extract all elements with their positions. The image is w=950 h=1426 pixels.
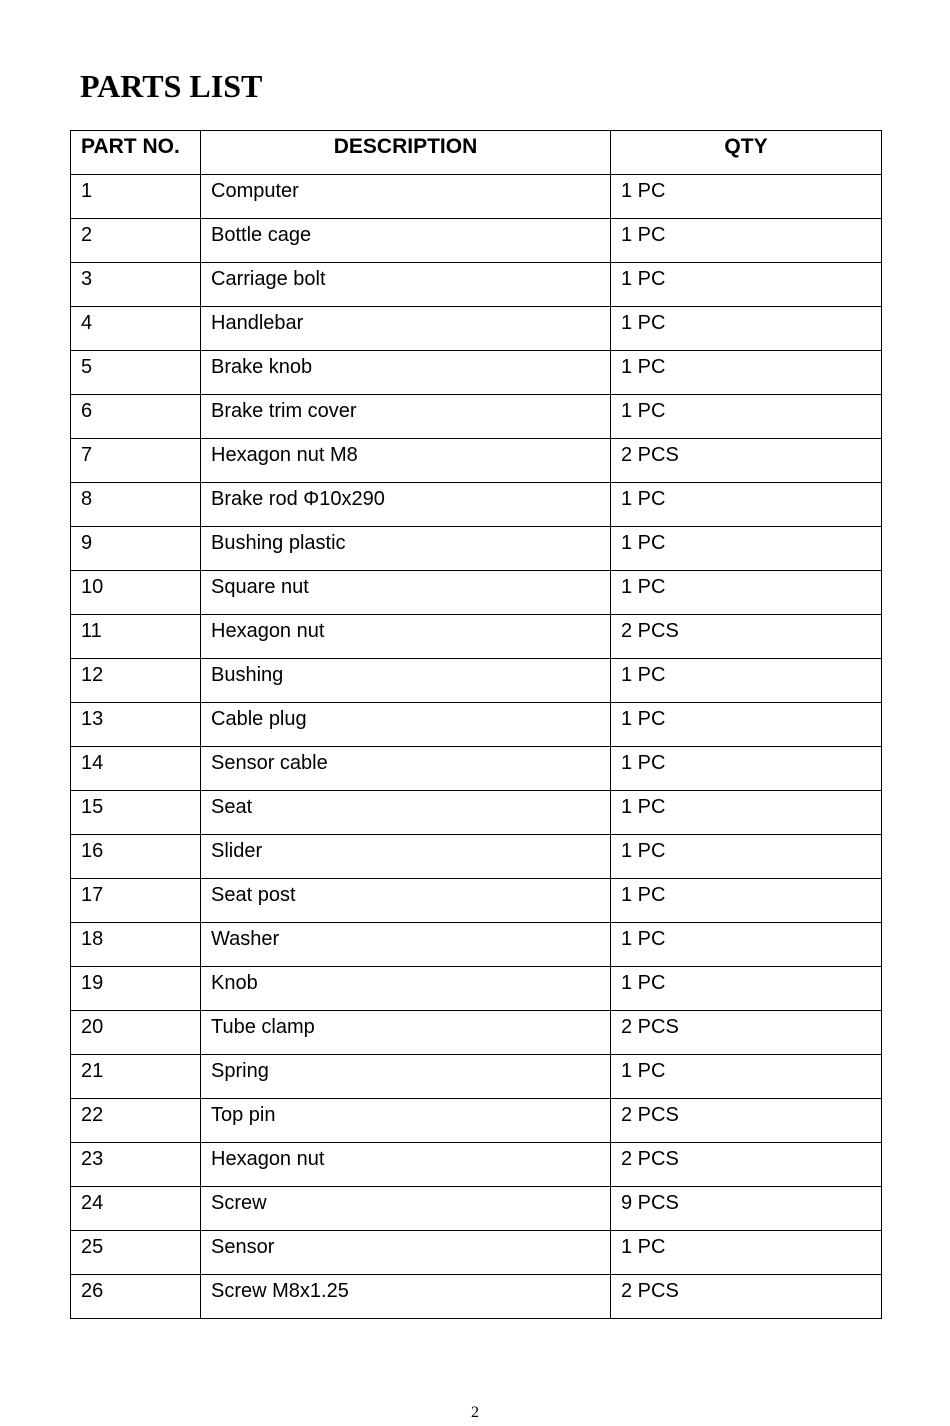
header-qty: QTY <box>611 131 882 175</box>
table-row <box>71 1055 882 1099</box>
part-number-cell: 15 <box>71 791 201 835</box>
table-row <box>71 1231 882 1275</box>
qty-cell: 9 PCS <box>611 1187 882 1231</box>
description-cell: Washer <box>201 923 611 967</box>
part-number-cell: 10 <box>71 571 201 615</box>
description-cell: Knob <box>201 967 611 1011</box>
header-description: DESCRIPTION <box>201 131 611 175</box>
part-number-cell: 3 <box>71 263 201 307</box>
page-title: PARTS LIST <box>80 68 263 104</box>
description-cell: Cable plug <box>201 703 611 747</box>
table-row <box>71 439 882 483</box>
qty-cell: 2 PCS <box>611 439 882 483</box>
part-number-cell: 12 <box>71 659 201 703</box>
qty-cell: 1 PC <box>611 219 882 263</box>
table-row <box>71 351 882 395</box>
qty-cell: 2 PCS <box>611 615 882 659</box>
qty-cell: 2 PCS <box>611 1011 882 1055</box>
part-number-cell: 25 <box>71 1231 201 1275</box>
qty-cell: 1 PC <box>611 351 882 395</box>
part-number-cell: 1 <box>71 175 201 219</box>
table-row <box>71 791 882 835</box>
qty-cell: 2 PCS <box>611 1275 882 1319</box>
description-cell: Sensor cable <box>201 747 611 791</box>
table-row <box>71 395 882 439</box>
description-cell: Brake rod Φ10x290 <box>201 483 611 527</box>
qty-cell: 1 PC <box>611 835 882 879</box>
table-row <box>71 747 882 791</box>
table-row <box>71 879 882 923</box>
part-number-cell: 11 <box>71 615 201 659</box>
parts-table-body <box>71 175 882 1319</box>
part-number-cell: 26 <box>71 1275 201 1319</box>
part-number-cell: 17 <box>71 879 201 923</box>
description-cell: Sensor <box>201 1231 611 1275</box>
table-row <box>71 571 882 615</box>
table-row <box>71 703 882 747</box>
description-cell: Brake knob <box>201 351 611 395</box>
qty-cell: 1 PC <box>611 1231 882 1275</box>
table-row <box>71 219 882 263</box>
table-row <box>71 483 882 527</box>
part-number-cell: 4 <box>71 307 201 351</box>
description-cell: Screw <box>201 1187 611 1231</box>
description-cell: Hexagon nut M8 <box>201 439 611 483</box>
part-number-cell: 14 <box>71 747 201 791</box>
part-number-cell: 6 <box>71 395 201 439</box>
table-row <box>71 1187 882 1231</box>
table-row <box>71 1275 882 1319</box>
table-row <box>71 659 882 703</box>
part-number-cell: 18 <box>71 923 201 967</box>
table-row <box>71 1099 882 1143</box>
part-number-cell: 22 <box>71 1099 201 1143</box>
qty-cell: 1 PC <box>611 791 882 835</box>
part-number-cell: 19 <box>71 967 201 1011</box>
table-row <box>71 615 882 659</box>
description-cell: Screw M8x1.25 <box>201 1275 611 1319</box>
table-row <box>71 1011 882 1055</box>
table-row <box>71 527 882 571</box>
qty-cell: 1 PC <box>611 747 882 791</box>
qty-cell: 1 PC <box>611 571 882 615</box>
header-part-no: PART NO. <box>71 131 201 175</box>
qty-cell: 1 PC <box>611 923 882 967</box>
part-number-cell: 9 <box>71 527 201 571</box>
qty-cell: 1 PC <box>611 1055 882 1099</box>
description-cell: Spring <box>201 1055 611 1099</box>
part-number-cell: 7 <box>71 439 201 483</box>
description-cell: Brake trim cover <box>201 395 611 439</box>
part-number-cell: 2 <box>71 219 201 263</box>
description-cell: Tube clamp <box>201 1011 611 1055</box>
description-cell: Computer <box>201 175 611 219</box>
qty-cell: 1 PC <box>611 527 882 571</box>
description-cell: Bushing <box>201 659 611 703</box>
qty-cell: 2 PCS <box>611 1143 882 1187</box>
table-row <box>71 923 882 967</box>
qty-cell: 1 PC <box>611 395 882 439</box>
table-row <box>71 1143 882 1187</box>
description-cell: Seat <box>201 791 611 835</box>
page-number: 2 <box>471 1404 479 1421</box>
qty-cell: 1 PC <box>611 307 882 351</box>
qty-cell: 1 PC <box>611 703 882 747</box>
description-cell: Square nut <box>201 571 611 615</box>
part-number-cell: 20 <box>71 1011 201 1055</box>
qty-cell: 1 PC <box>611 483 882 527</box>
qty-cell: 1 PC <box>611 659 882 703</box>
qty-cell: 1 PC <box>611 967 882 1011</box>
table-row <box>71 967 882 1011</box>
description-cell: Carriage bolt <box>201 263 611 307</box>
part-number-cell: 16 <box>71 835 201 879</box>
description-cell: Bottle cage <box>201 219 611 263</box>
part-number-cell: 21 <box>71 1055 201 1099</box>
table-row <box>71 263 882 307</box>
table-row <box>71 835 882 879</box>
qty-cell: 1 PC <box>611 175 882 219</box>
qty-cell: 1 PC <box>611 263 882 307</box>
description-cell: Hexagon nut <box>201 1143 611 1187</box>
part-number-cell: 24 <box>71 1187 201 1231</box>
part-number-cell: 8 <box>71 483 201 527</box>
qty-cell: 1 PC <box>611 879 882 923</box>
part-number-cell: 5 <box>71 351 201 395</box>
table-row <box>71 175 882 219</box>
description-cell: Bushing plastic <box>201 527 611 571</box>
description-cell: Seat post <box>201 879 611 923</box>
table-header-row <box>71 131 882 175</box>
description-cell: Handlebar <box>201 307 611 351</box>
part-number-cell: 13 <box>71 703 201 747</box>
qty-cell: 2 PCS <box>611 1099 882 1143</box>
description-cell: Slider <box>201 835 611 879</box>
table-row <box>71 307 882 351</box>
part-number-cell: 23 <box>71 1143 201 1187</box>
description-cell: Hexagon nut <box>201 615 611 659</box>
description-cell: Top pin <box>201 1099 611 1143</box>
parts-table <box>70 130 882 1319</box>
